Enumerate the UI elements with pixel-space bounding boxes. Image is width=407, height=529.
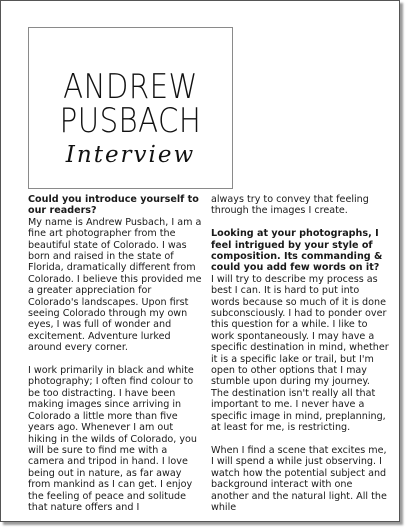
question-2: Looking at your photographs, I feel intrigued by your style of composition. Its commanding & could you add few words on it? [211, 228, 383, 274]
title-box [28, 27, 233, 189]
right-column [211, 194, 389, 513]
interview-subtitle: Interview [65, 142, 196, 168]
answer-2-paragraph-1: I will try to describe my process as best I can. It is hard to put into words because so much of it is done subconsciously. I had to ponder over this question for a while. I like to work spontaneously. I may have a specific destination in mind, whether it is a specific lake or trail, but I'm open to other options that I may stumble upon during my journey. The destination isn't really all that important to me. I never have a specific image in mind, preplanning, at least for me, is restricting. [211, 273, 389, 434]
paragraph-gap [211, 434, 389, 445]
answer-2-paragraph-2: When I find a scene that excites me, I will spend a while just observing. I watch how the potential subject and background interact with one another and the natural light. All the while [211, 444, 387, 513]
question-1: Could you introduce yourself to our readers? [28, 194, 199, 217]
answer-1-paragraph-2: I work primarily in black and white photography; I often find colour to be too distracting. I have been making images since arriving in Colorado a little more than five years ago. Whenever I am out hiking in the wilds of Colorado, you will be sure to find me with a camera and tripod in hand. I love being out in nature, as far away from mankind as I can get. I enjoy the feeling of peace and solitude that nature offers and I [28, 365, 198, 513]
answer-1-continued: always try to convey that feeling through the images I create. [211, 194, 369, 217]
answer-1-paragraph-1: My name is Andrew Pusbach, I am a fine art photographer from the beautiful state of Colorado. I was born and raised in the state of Florida, dramatically different from Colorado. I believe this provided me a greater appreciation for Colorado's landscapes. Upon first seeing Colorado through my own eyes, I was full of wonder and excitement. Adventure lurked around every corner. [28, 216, 202, 354]
left-column [28, 194, 203, 513]
last-name: PUSBACH [59, 101, 202, 141]
first-name: ANDREW [63, 67, 198, 107]
paragraph-gap [211, 217, 389, 228]
paragraph-gap [28, 354, 203, 365]
